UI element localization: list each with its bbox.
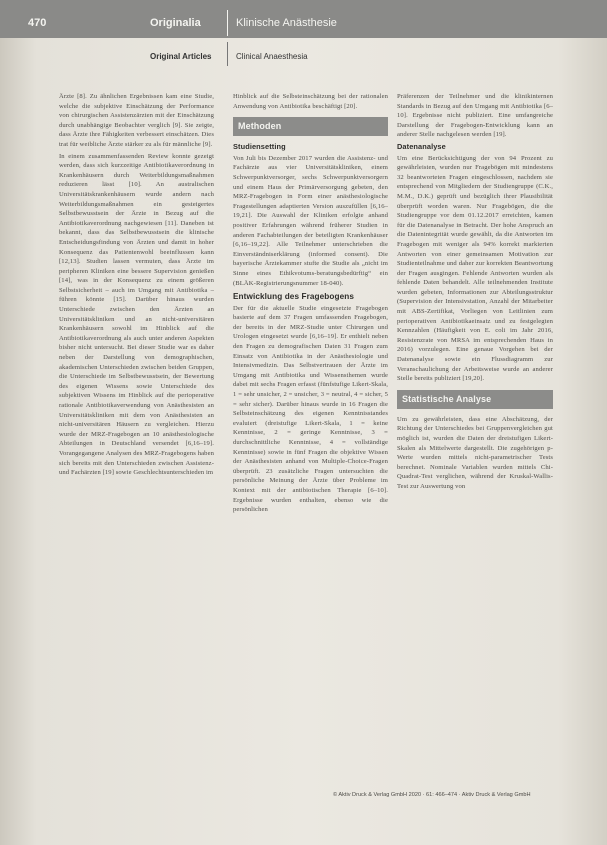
section-heading-statistics: Statistische Analyse <box>397 390 553 409</box>
body-paragraph: Der für die aktuelle Studie eingesetzte Fragebogen basierte auf dem 37 Fragen umfassenden Fragebogen, der bereits in der MRZ-Studie unter Chirurgen und Urologen eingesetzt wurde [6,16–19]. Er enthielt neben den Fragen zu demografischen Daten 31 Fragen zum Einsatz von Antibiotika in der Anästhesiologie und Intensivmedizin. Das Selbstvertrauen der Ärzte im Umgang mit Antibiotika und Wissensthemen wurde dabei mit sechs Fragen erfasst (fünfstufige Likert-Skala, 1 = sehr unsicher, 2 = unsicher, 3 = neutral, 4 = sicher, 5 = sehr sicher). Darüber hinaus wurde in 16 Fragen die Selbsteinschätzung des eigenen Kenntnisstandes evaluiert (dreistufige Likert-Skala, 1 = keine Kenntnisse, 2 = geringe Kenntnisse, 3 = durchschnittliche Kenntnisse, 4 = vollständige Kenntnisse) sowie in fünf Fragen die objektive Wissen der Anästhesisten anhand von Multiple-Choice-Fragen überprüft. 23 zusätzliche Fragen untersuchten die persönliche Meinung der Ärzte über Probleme im Kontext mit der antibiotischen Therapie [6–10]. Ergebnisse wurden enthalten, ebenso wie die persönlichen <box>233 304 388 514</box>
subheading-questionnaire-development: Entwicklung des Fragebogens <box>233 292 354 302</box>
section-heading-methods: Methoden <box>233 117 388 136</box>
body-paragraph: Präferenzen der Teilnehmer und die klinikinternen Standards in Bezug auf den Umgang mit Antibiotika [6–10]. Ergebnisse nicht publiziert. Eine umfangreiche Darstellung der Fragebogen-Entwicklung kann an anderer Stelle nachgelesen werden [19]. <box>397 93 553 139</box>
body-paragraph: Ärzte [8]. Zu ähnlichen Ergebnissen kam eine Studie, welche die subjektive Einschätzung der Performance von chirurgischen Assistenzärzten mit der Einschätzung durch unabhängige Beobachter verglich [9]. Sie zeigte, dass Ärzte ihre Fähigkeiten verbessert einschätzen. Dies trat für weibliche Ärzte stärker zu als für männliche [9]. <box>59 93 214 148</box>
header-subdivider <box>227 42 228 66</box>
copyright-line: © Aktiv Druck & Verlag GmbH 2020 · 61: 466–474 · Aktiv Druck & Verlag GmbH <box>333 792 531 798</box>
subheading-study-setting: Studiensetting <box>233 142 286 152</box>
text-column-3 <box>397 92 553 494</box>
body-paragraph: Von Juli bis Dezember 2017 wurden die Assistenz- und Fachärzte aus vier Universitätskliniken, einem Schwerpunktversorger, sechs Schwerpunktversorgern und einem Haus der Primärversorgung gebeten, den MRZ-Fragebogen in Form einer anästhesiologische Fragestellungen adaptierten Version auszufüllen [6,16–19,21]. Die Auswahl der Kliniken erfolgte anhand positiver Erfahrungen während früherer Studien in anderen Fachabteilungen der beteiligten Krankenhäuser [6,16–19,22]. Alle Teilnehmer unterschrieben die Einverständniserklärung (informed consent). Die bayerische Ärztekammer stufte die Studie als „nicht im Sinne eines Ethikvotums-beratungsbedürftig“ ein (BLÄK-Registrierungsnummer 18-040). <box>233 154 388 287</box>
body-paragraph: Um zu gewährleisten, dass eine Abschätzung, der Richtung der Unterschiedes bei Gruppenvergleichen gut möglich ist, wurden die Daten der dreistufigen Likert-Skalen als Mittelwerte dargestellt. Die zugehörigen p-Werte wurden mittels nicht-parametrischer Tests berechnet. Nominale Variablen wurden mittels Chi-Quadrat-Test verglichen, während der Kruskal-Wallis-Test zur Auswertung von <box>397 415 553 490</box>
text-column-2 <box>233 92 388 517</box>
subheading-data-analysis: Datenanalyse <box>397 141 446 151</box>
section-label-english: Original Articles <box>150 52 212 61</box>
body-paragraph: Hinblick auf die Selbsteinschätzung bei der rationalen Anwendung von Antibiotika beschäftigt [20]. <box>233 93 388 110</box>
page-number: 470 <box>28 17 47 29</box>
header-band-divider <box>227 10 228 36</box>
section-title-german: Klinische Anästhesie <box>236 17 337 29</box>
body-paragraph: In einem zusammenfassenden Review konnte gezeigt werden, dass sich kurzzeitige Antibiotikaverordnung in Krankenhäusern durch Weiterbildungsmaßnahmen reduzieren lässt [10]. An australischen Universitätskrankenhäusern wurde andern nach Weiterbildungsmaßnahmen ein gesteigertes Selbstbewusstsein der Ärzte in Bezug auf die Antibiotikaverordnung nachgewiesen [11]. Daneben ist bekannt, dass das Selbstbewusstsein die klinische Entscheidungsfindung von Ärzten und damit in hoher Konsequenz das Patientenwohl beeinflussen kann [12,13]. Studien lassen vermuten, dass Ärzte im peripheren Kliniken eine bessere Supervision genießen [14], was in der Konsequenz zu einem größeren Selbstsicherheit – auch im Umgang mit Antibiotika – führen könnte [15]. Darüber hinaus wurden Unterschiede zwischen den Ärzten an Universitätskliniken und an nicht-universitären Krankenhäusern sowohl im Hinblick auf die Antibiotikaverordnung als auch unter anderen Aspekten bisher nicht untersucht. Bei dieser Studie war es daher neben der Darstellung von demographischen, akademischen Unterschieden zwischen beiden Gruppen, die Unterschiede im Selbstbewusstsein, der Bewertung des eigenen Wissens sowie Unterschiede des subjektiven Wissens im Hinblick auf die perioperative rationale Antibiotikaverwendung von Anästhesisten an Universitätskliniken mit dem von Anästhesisten an nicht-universitären Häusern zu vergleichen. Hierzu wurde der MRZ-Fragebogen an 10 anästhesiologische Abteilungen in Deutschland versendet [6,16–19]. Vorangegangene Analysen des MRZ-Fragebogens haben sich bereits mit den Unterschieden zwischen Assistenz- und Fachärzten [19] sowie Geschlechtsunterschieden im <box>59 152 214 477</box>
body-paragraph: Um eine Berücksichtigung der von 94 Prozent zu gewährleisten, wurden nur Fragebögen mit mindestens 32 beantworteten Fragen eingeschlossen, nachdem sie entsprechend von Mitgliedern der Studiengruppe (C.K., M.M., D.K.) geprüft und bezüglich ihrer Plausibilität überprüft worden waren. Nur Fragebögen, die die Studiengruppe vor dem 01.12.2017 erreichten, kamen für die Datenanalyse in Betracht. Der hohe Anspruch an die Datenintegrität wurde gewählt, da die Antworten im Fragebogen mit weniger als 94% korrekt markierten Antworten von einer gemeinsamen Motivation zur Studienteilnahme und daher zur korrekten Beantwortung der Fragen ausgingen. Fehlende Antworten wurden als fehlende Daten behandelt. Alle teilnehmenden Institute wurden gebeten, Informationen zur Abteilungsstruktur (Supervision der Intensivstation, Anzahl der Mitarbeiter mit ABS-Zertifikat, Vorliegen von Leitlinien zum perioperativen Antibiotikaeinsatz und zu festgelegten Kennzahlen (Häufigkeit von E. coli im Jahr 2016, Resistenzrate von MRSA im entsprechenden Haus in 2016) vorzulegen. Eine genaue Vorgehen bei der Datenanalyse sowie ein Flussdiagramm zur Veranschaulichung der Arbeitsweise wurde an anderer Stelle bereits publiziert [19,20]. <box>397 154 553 383</box>
section-label-german: Originalia <box>150 17 201 29</box>
section-title-english: Clinical Anaesthesia <box>236 52 308 61</box>
text-column-1 <box>59 92 214 480</box>
